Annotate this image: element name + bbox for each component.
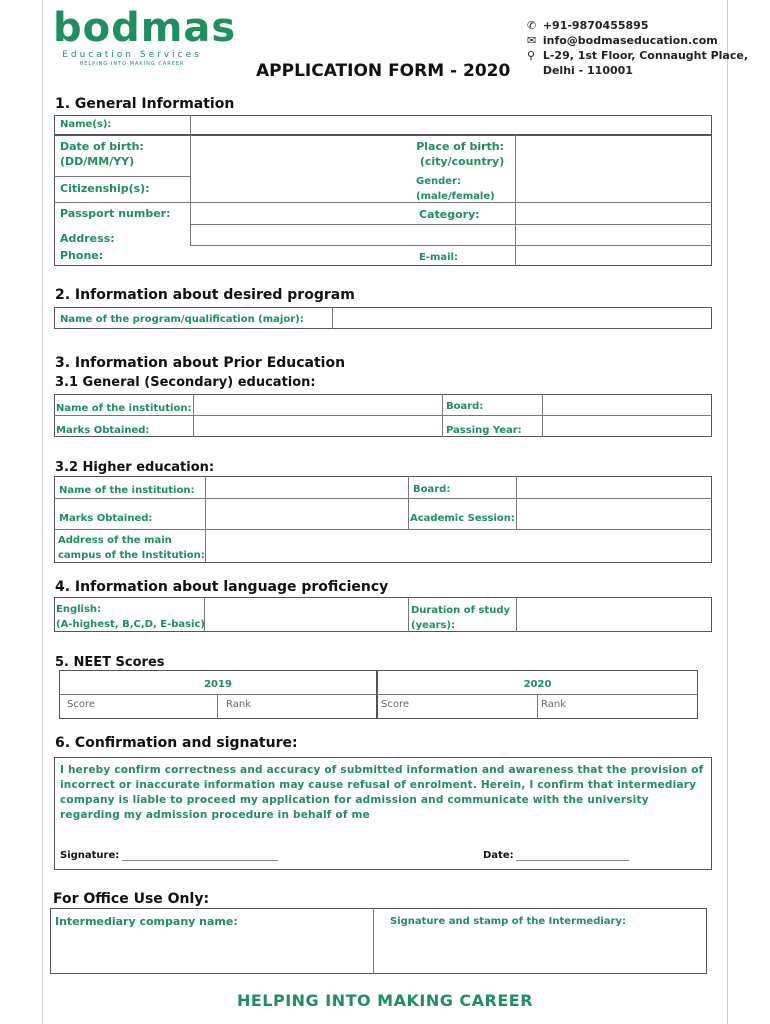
duration-input[interactable] — [517, 598, 711, 631]
address-label: Address: — [60, 232, 115, 245]
signature-label: Signature: — [60, 850, 120, 861]
contact-email: ✉ info@bodmaseducation.com — [527, 34, 718, 47]
english-input[interactable] — [205, 598, 407, 631]
program-label: Name of the program/qualification (major): — [60, 314, 304, 325]
date-label: Date: — [483, 850, 514, 861]
higher-session-label: Academic Session: — [410, 513, 515, 524]
sec-passing-year-label: Passing Year: — [446, 425, 522, 436]
section5-heading: 5. NEET Scores — [55, 655, 165, 670]
higher-marks-label: Marks Obtained: — [59, 513, 153, 524]
logo-wordmark: bodmas — [53, 5, 237, 51]
pob-input[interactable] — [516, 136, 711, 176]
sec-board-input[interactable] — [543, 395, 711, 415]
email-label: E-mail: — [419, 252, 459, 263]
office-heading: For Office Use Only: — [53, 891, 210, 907]
date-line[interactable] — [516, 860, 629, 861]
rank-2019-input[interactable]: Rank — [226, 699, 251, 710]
form-title: APPLICATION FORM - 2020 — [256, 61, 511, 81]
sec-passing-year-input[interactable] — [543, 416, 711, 436]
contact-address: ⚲ L-29, 1st Floor, Connaught Place, Delhi - 110001 — [527, 49, 748, 77]
neet-year-2020: 2020 — [523, 679, 552, 690]
higher-board-label: Board: — [413, 484, 451, 495]
section3-1-heading: 3.1 General (Secondary) education: — [55, 375, 316, 390]
dob-input[interactable] — [191, 136, 411, 176]
sec-marks-label: Marks Obtained: — [56, 425, 150, 436]
section3-2-heading: 3.2 Higher education: — [55, 460, 215, 475]
section2-heading: 2. Information about desired program — [55, 287, 355, 303]
citizenship-label: Citizenship(s): — [60, 182, 150, 195]
gender-label: Gender: (male/female) — [416, 176, 495, 202]
sec-institution-input[interactable] — [194, 395, 441, 415]
program-input[interactable] — [333, 308, 711, 328]
phone-label: Phone: — [60, 249, 104, 262]
section4-heading: 4. Information about language proficiency — [55, 579, 389, 595]
rank-2020-input[interactable]: Rank — [541, 699, 566, 710]
passport-label: Passport number: — [60, 207, 171, 220]
sec-board-label: Board: — [446, 401, 484, 412]
higher-marks-input[interactable] — [206, 499, 407, 529]
sec-marks-input[interactable] — [194, 416, 441, 436]
intermediary-stamp-label: Signature and stamp of the Intermediary: — [390, 916, 626, 927]
footer-tagline: HELPING INTO MAKING CAREER — [236, 991, 534, 1010]
sec-institution-label: Name of the institution: — [56, 403, 192, 414]
mail-icon: ✉ — [527, 34, 537, 47]
section3-heading: 3. Information about Prior Education — [55, 355, 346, 371]
contact-phone: ✆ +91-9870455895 — [527, 19, 649, 32]
higher-address-input[interactable] — [206, 530, 711, 562]
score-2019-input[interactable]: Score — [67, 699, 96, 710]
higher-institution-label: Name of the institution: — [59, 485, 195, 496]
citizenship-input[interactable] — [191, 177, 411, 202]
category-label: Category: — [419, 208, 480, 221]
section1-heading: 1. General Information — [55, 96, 235, 112]
dob-label: Date of birth: (DD/MM/YY) — [60, 140, 144, 168]
logo-subtitle: Education Services — [62, 50, 202, 60]
phone-icon: ✆ — [527, 19, 537, 32]
location-pin-icon: ⚲ — [527, 49, 536, 62]
gender-input[interactable] — [516, 177, 711, 202]
english-label: English: (A-highest, B,C,D, E-basic) — [56, 604, 205, 630]
neet-year-2019: 2019 — [204, 679, 232, 690]
logo-tagline: HELPING INTO MAKING CAREER — [79, 61, 185, 67]
names-input[interactable] — [191, 116, 711, 134]
passport-input[interactable] — [191, 203, 411, 224]
bodmas-logo — [53, 6, 236, 67]
higher-session-input[interactable] — [517, 499, 711, 529]
pob-label: Place of birth: (city/country) — [416, 140, 505, 168]
confirmation-text: I hereby confirm correctness and accuracy of submitted information and awareness that the provision of incorrect or inaccurate information may cause refusal of enrolment. Herein, I confirm that intermediary company is liable to proceed my application for admission and communicate with the university regarding my admission procedure in behalf of me — [60, 764, 704, 821]
category-input[interactable] — [516, 203, 711, 224]
duration-label: Duration of study (years): — [411, 605, 511, 631]
intermediary-company-label: Intermediary company name: — [55, 915, 238, 928]
address-input[interactable] — [191, 225, 711, 245]
higher-institution-input[interactable] — [206, 477, 407, 498]
score-2020-input[interactable]: Score — [381, 699, 410, 710]
signature-line[interactable] — [122, 860, 278, 861]
section6-heading: 6. Confirmation and signature: — [55, 735, 298, 751]
higher-address-label: Address of the main campus of the Institution: — [58, 535, 205, 561]
email-input[interactable] — [516, 246, 711, 265]
phone-input[interactable] — [191, 246, 411, 265]
names-label: Name(s): — [60, 119, 112, 130]
higher-board-input[interactable] — [517, 477, 711, 498]
